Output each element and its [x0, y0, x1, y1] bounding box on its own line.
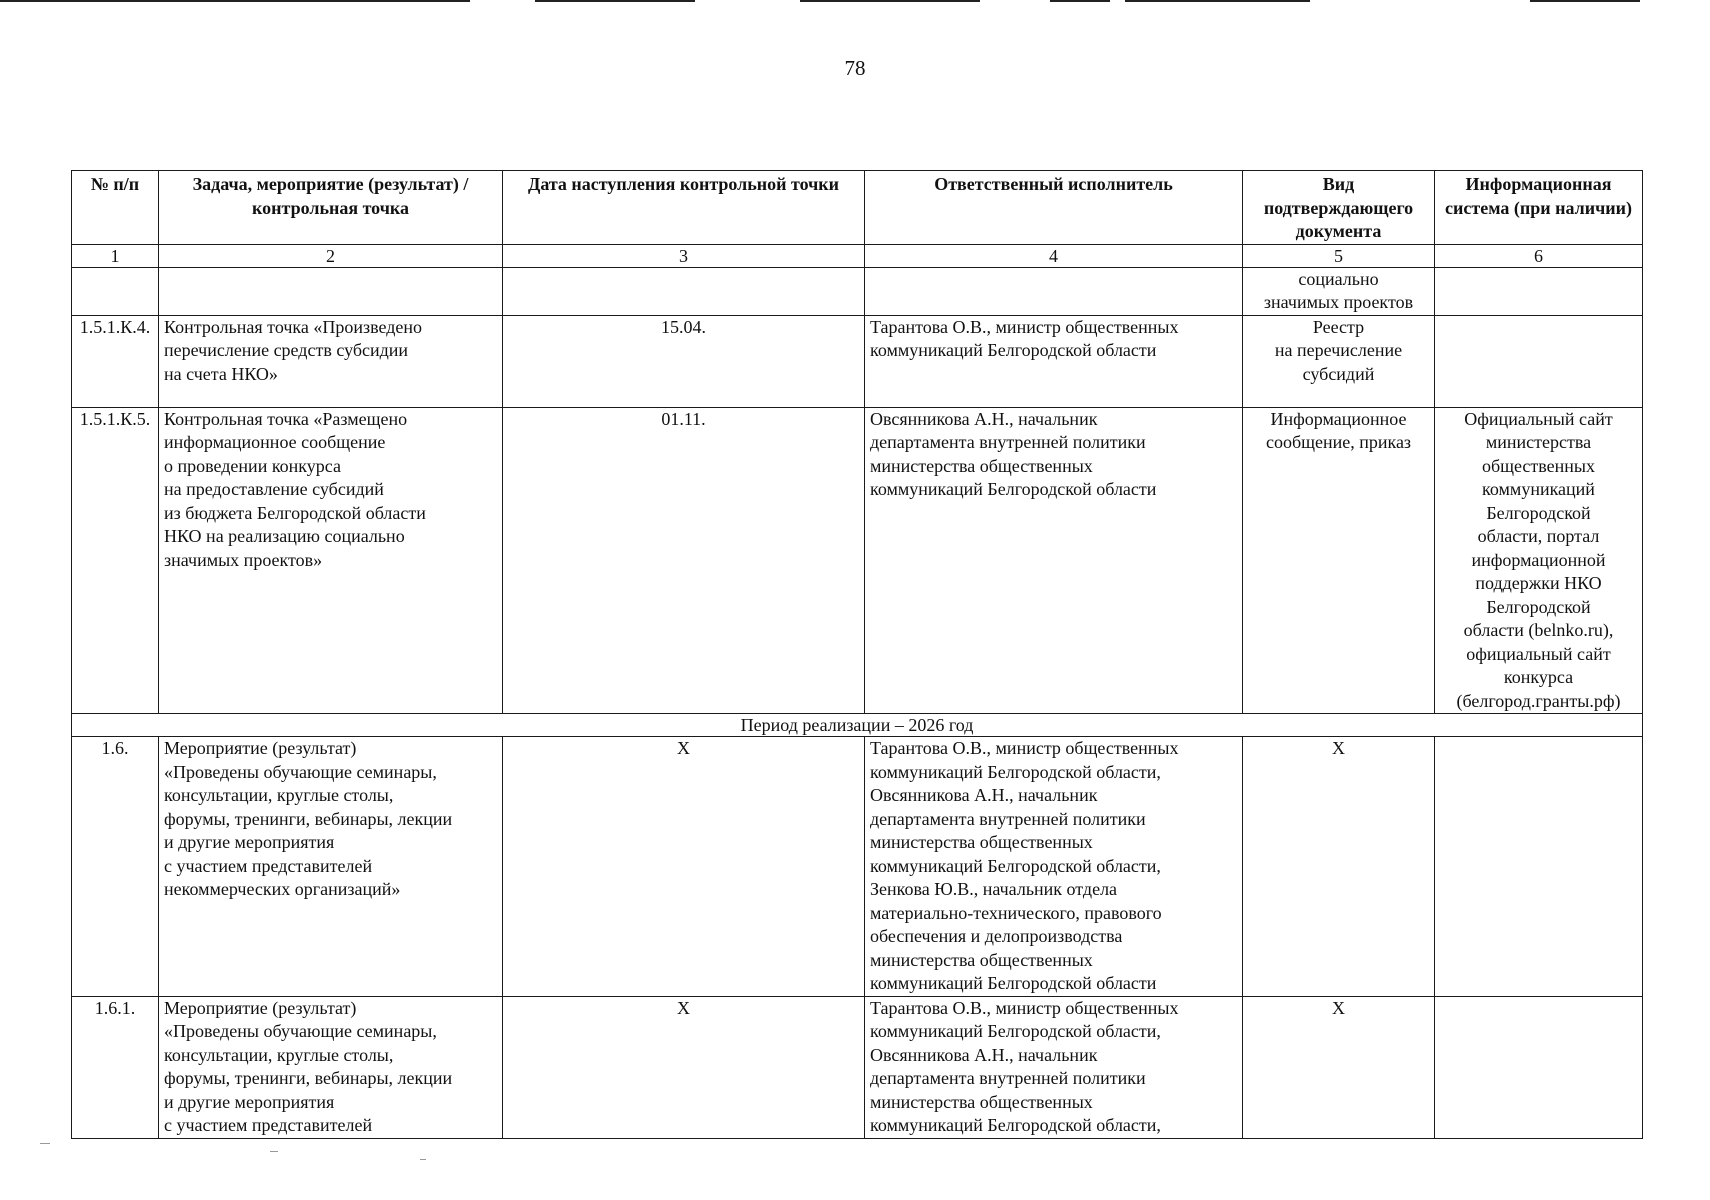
doc-type-cell: Х	[1243, 996, 1435, 1138]
header-executor: Ответственный исполнитель	[865, 171, 1243, 245]
date-cell: Х	[503, 996, 865, 1138]
header-info-system: Информационная система (при наличии)	[1435, 171, 1643, 245]
period-row	[72, 714, 1643, 737]
executor-cell: Тарантова О.В., министр общественных коммуникаций Белгородской области, Овсянникова А.Н., начальник департамента внутренней политики министерства общественных коммуникаций Белгородской области, Зенкова Ю.В., начальник отдела материально-технического, правового обеспечения и делопроизводства министерства общественных коммуникаций Белгородской области	[865, 737, 1243, 997]
column-number: 4	[865, 244, 1243, 267]
doc-type-cell: Х	[1243, 737, 1435, 997]
doc-type-cell: социально значимых проектов	[1243, 267, 1435, 315]
table-row	[72, 267, 1643, 315]
column-number: 1	[72, 244, 159, 267]
column-number: 2	[159, 244, 503, 267]
info-system-cell	[1435, 315, 1643, 407]
control-points-table	[71, 170, 1643, 1139]
task-cell: Контрольная точка «Произведено перечисление средств субсидии на счета НКО»	[159, 315, 503, 407]
table-row	[72, 996, 1643, 1138]
row-number: 1.6.	[72, 737, 159, 997]
table-row	[72, 407, 1643, 714]
row-number: 1.5.1.К.5.	[72, 407, 159, 714]
table-row	[72, 315, 1643, 407]
info-system-cell: Официальный сайт министерства общественных коммуникаций Белгородской области, портал информационной поддержки НКО Белгородской области (belnko.ru), официальный сайт конкурса (белгород.гранты.рф)	[1435, 407, 1643, 714]
table-row	[72, 737, 1643, 997]
scan-bottom-marks	[0, 1135, 1710, 1175]
scan-top-edge	[0, 0, 1710, 2]
doc-type-cell: Информационное сообщение, приказ	[1243, 407, 1435, 714]
executor-cell: Овсянникова А.Н., начальник департамента внутренней политики министерства общественных коммуникаций Белгородской области	[865, 407, 1243, 714]
executor-cell: Тарантова О.В., министр общественных коммуникаций Белгородской области	[865, 315, 1243, 407]
header-date: Дата наступления контрольной точки	[503, 171, 865, 245]
date-cell: 01.11.	[503, 407, 865, 714]
header-doc-type: Вид подтверждающего документа	[1243, 171, 1435, 245]
page-number: 78	[844, 56, 866, 80]
task-cell: Мероприятие (результат) «Проведены обучающие семинары, консультации, круглые столы, форумы, тренинги, вебинары, лекции и другие мероприятия с участием представителей	[159, 996, 503, 1138]
column-number: 6	[1435, 244, 1643, 267]
column-number-row	[72, 244, 1643, 267]
column-number: 3	[503, 244, 865, 267]
executor-cell: Тарантова О.В., министр общественных коммуникаций Белгородской области, Овсянникова А.Н., начальник департамента внутренней политики министерства общественных коммуникаций Белгородской области,	[865, 996, 1243, 1138]
date-cell: Х	[503, 737, 865, 997]
header-number: № п/п	[72, 171, 159, 245]
doc-type-cell: Реестр на перечисление субсидий	[1243, 315, 1435, 407]
task-cell: Контрольная точка «Размещено информационное сообщение о проведении конкурса на предоставление субсидий из бюджета Белгородской области НКО на реализацию социально значимых проектов»	[159, 407, 503, 714]
row-number: 1.5.1.К.4.	[72, 315, 159, 407]
info-system-cell	[1435, 737, 1643, 997]
table-header-row	[72, 171, 1643, 245]
column-number: 5	[1243, 244, 1435, 267]
period-label: Период реализации – 2026 год	[72, 714, 1643, 737]
row-number: 1.6.1.	[72, 996, 159, 1138]
date-cell: 15.04.	[503, 315, 865, 407]
header-task: Задача, мероприятие (результат) / контрольная точка	[159, 171, 503, 245]
task-cell: Мероприятие (результат) «Проведены обучающие семинары, консультации, круглые столы, форумы, тренинги, вебинары, лекции и другие мероприятия с участием представителей некоммерческих организаций»	[159, 737, 503, 997]
info-system-cell	[1435, 996, 1643, 1138]
